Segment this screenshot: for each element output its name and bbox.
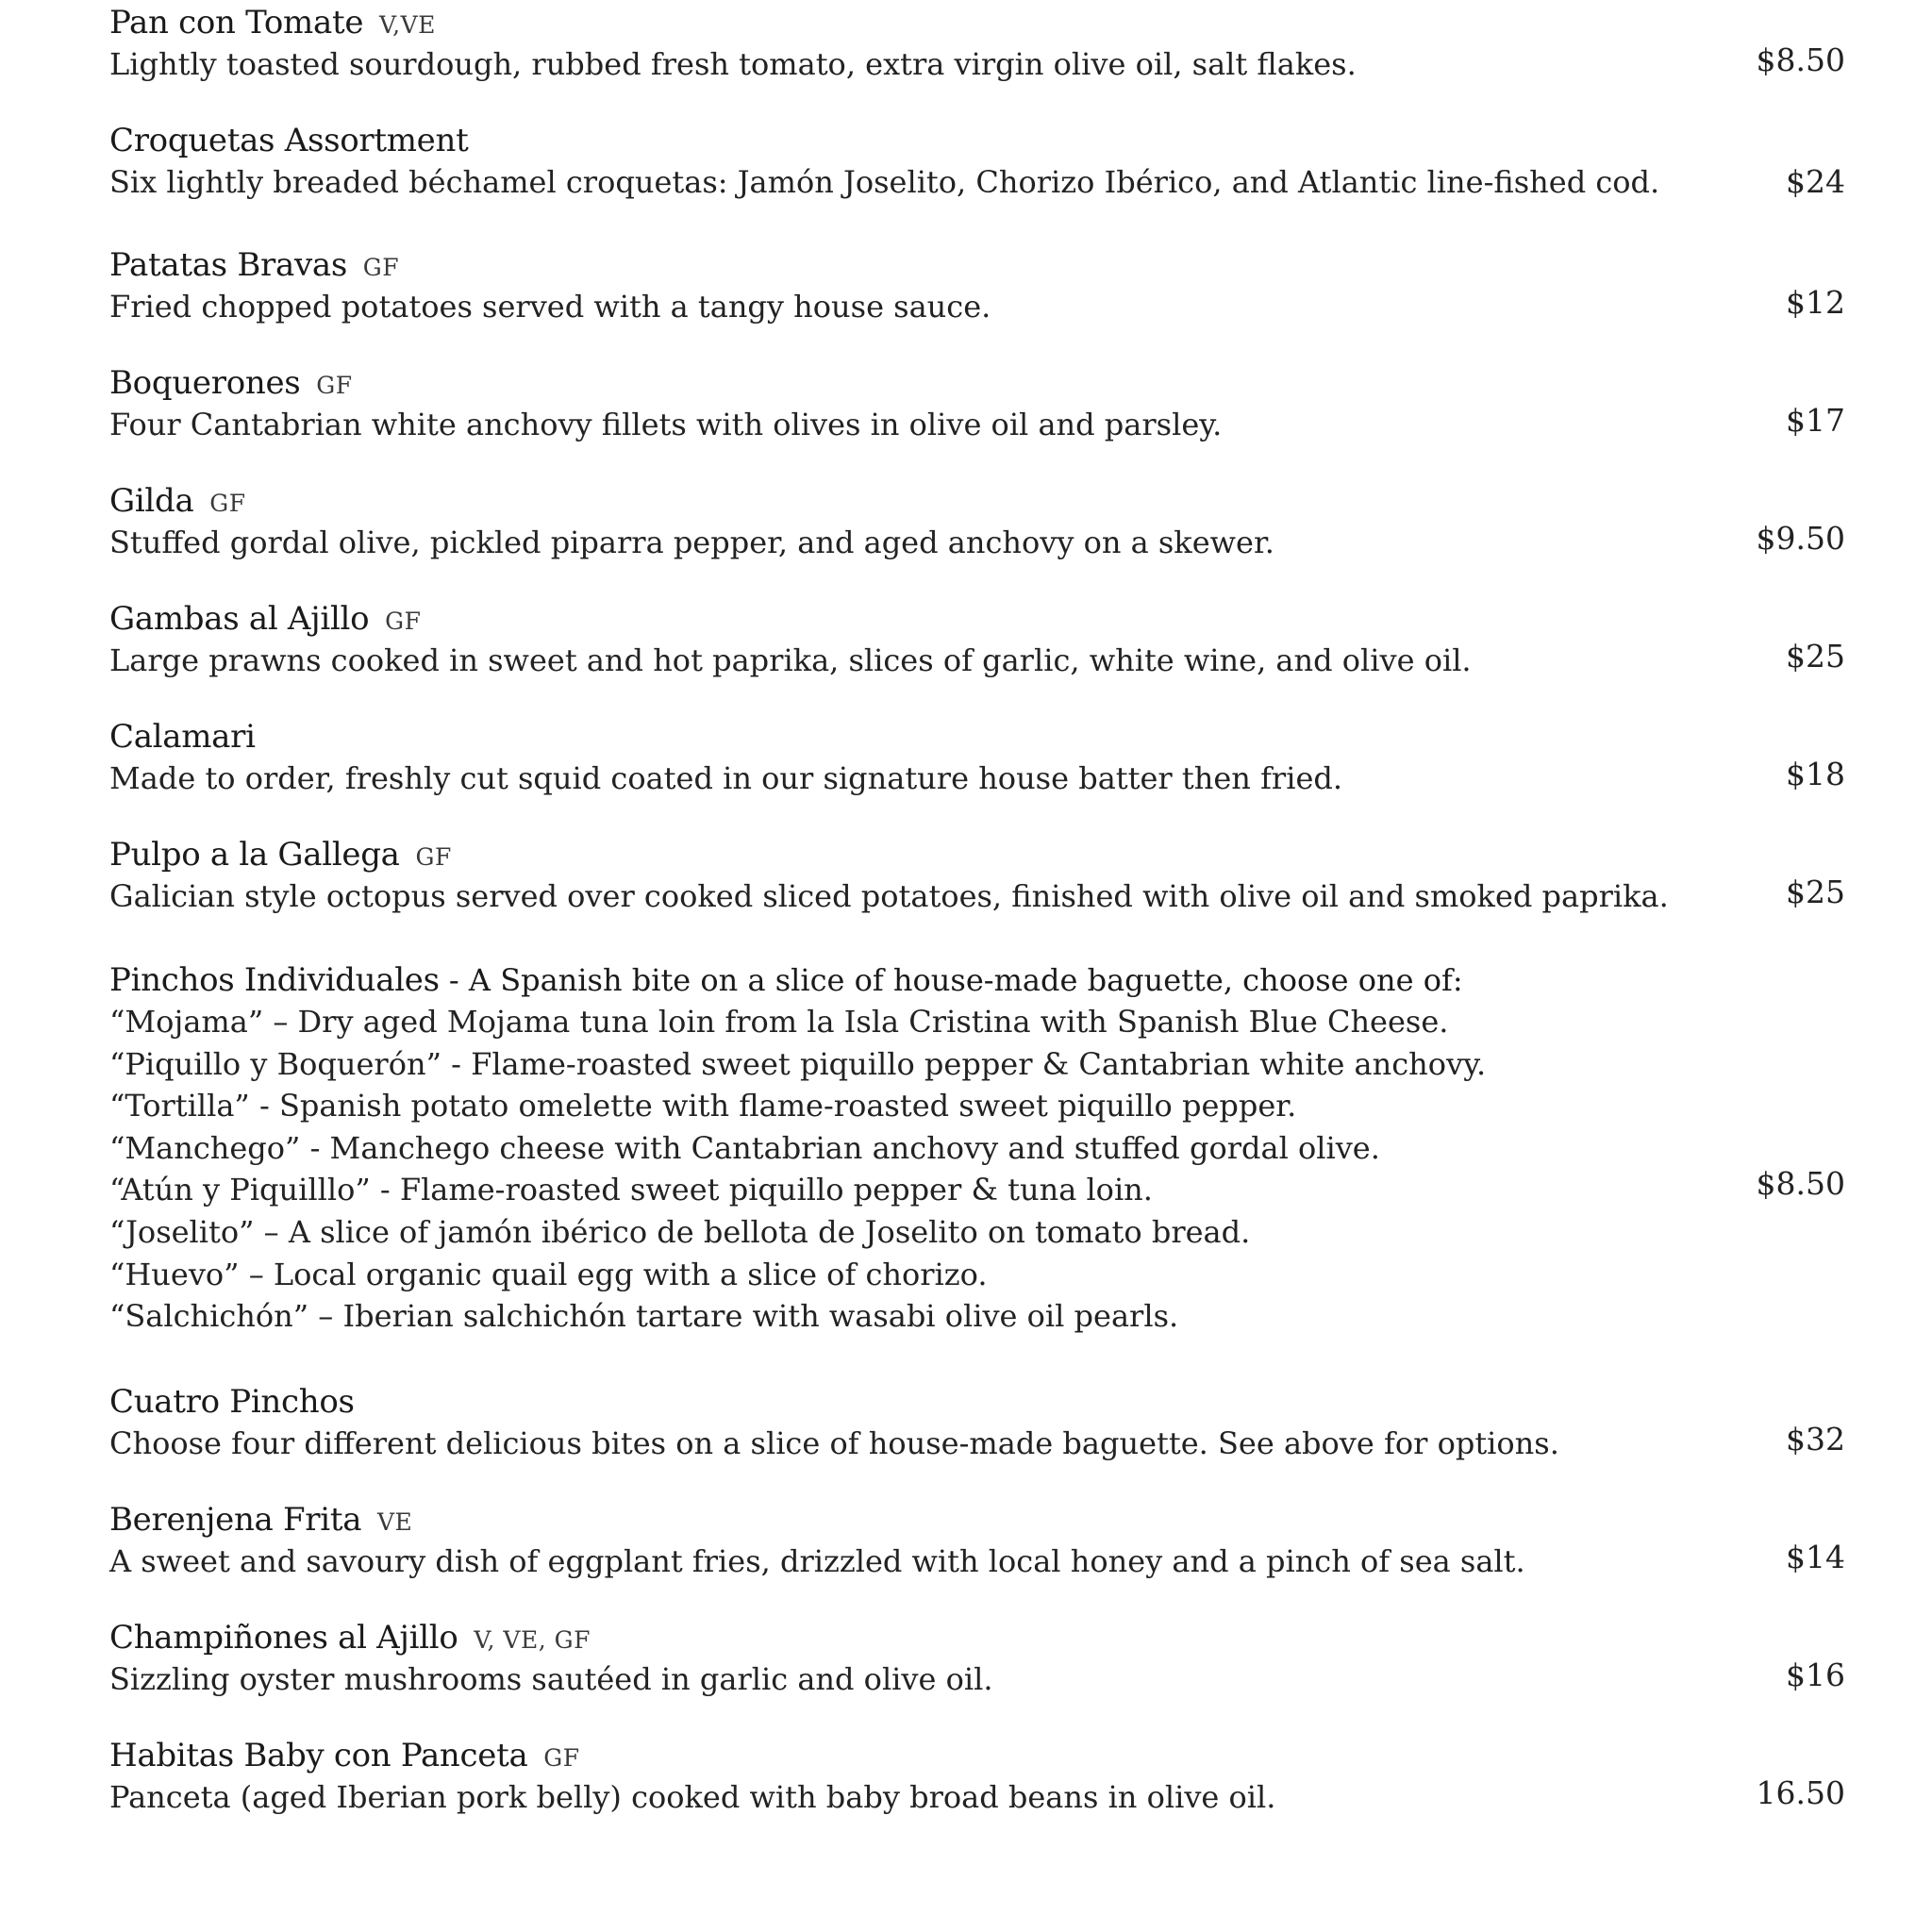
menu-item <box>109 1381 1845 1464</box>
pincho-option: “Salchichón” – Iberian salchichón tartare with wasabi olive oil pearls. <box>109 1298 1179 1335</box>
menu-item-title <box>109 1499 1845 1541</box>
pincho-option: “Atún y Piquilllo” - Flame-roasted sweet piquillo pepper & tuna loin. <box>109 1172 1153 1208</box>
dish-price: $25 <box>1786 874 1845 910</box>
pincho-option: “Huevo” – Local organic quail egg with a slice of chorizo. <box>109 1256 988 1292</box>
pincho-option: “Manchego” - Manchego cheese with Cantabrian anchovy and stuffed gordal olive. <box>109 1129 1380 1166</box>
menu-item <box>109 120 1845 203</box>
menu-item <box>109 1735 1845 1818</box>
dish-price: $8.50 <box>1756 1165 1845 1202</box>
menu-item <box>109 834 1845 917</box>
menu-item <box>109 362 1845 445</box>
dietary-tags: GF <box>415 843 452 871</box>
dish-name: Gambas al Ajillo <box>109 600 370 638</box>
dish-price: 16.50 <box>1756 1774 1845 1811</box>
menu-item-title <box>109 2 1845 43</box>
menu-item-title <box>109 598 1845 640</box>
dish-name: Boquerones <box>109 364 301 402</box>
dish-price: $9.50 <box>1756 520 1845 557</box>
menu-item <box>109 480 1845 563</box>
menu-item-title <box>109 834 1845 875</box>
dish-description: Four Cantabrian white anchovy fillets with olives in olive oil and parsley. <box>109 407 1223 442</box>
menu-item-title <box>109 480 1845 522</box>
menu-item <box>109 1617 1845 1700</box>
dish-description: Stuffed gordal olive, pickled piparra pepper, and aged anchovy on a skewer. <box>109 525 1274 560</box>
dish-name: Habitas Baby con Panceta <box>109 1737 528 1774</box>
dish-name: Berenjena Frita <box>109 1501 362 1539</box>
dish-description: Sizzling oyster mushrooms sautéed in garlic and olive oil. <box>109 1661 993 1697</box>
dietary-tags: V,VE <box>378 11 436 39</box>
dish-price: $17 <box>1786 402 1845 439</box>
pincho-option: “Tortilla” - Spanish potato omelette with flame-roasted sweet piquillo pepper. <box>109 1088 1297 1124</box>
dish-name: Cuatro Pinchos <box>109 1383 355 1421</box>
tapas-menu <box>109 0 1845 1932</box>
menu-item-title <box>109 244 1845 286</box>
dish-price: $25 <box>1786 638 1845 675</box>
menu-item-title <box>109 362 1845 404</box>
dish-description: Six lightly breaded béchamel croquetas: Jamón Joselito, Chorizo Ibérico, and Atlantic line-fished cod. <box>109 164 1660 200</box>
dish-price: $24 <box>1786 163 1845 200</box>
dish-name: Pan con Tomate <box>109 4 364 42</box>
dish-price: $32 <box>1786 1421 1845 1457</box>
dish-name: Champiñones al Ajillo <box>109 1619 458 1657</box>
menu-item <box>109 598 1845 681</box>
dish-description: Large prawns cooked in sweet and hot paprika, slices of garlic, white wine, and olive oil. <box>109 642 1472 678</box>
dietary-tags: GF <box>543 1744 580 1772</box>
dish-name: Calamari <box>109 718 256 756</box>
dish-description: Fried chopped potatoes served with a tangy house sauce. <box>109 289 991 325</box>
pinchos-heading <box>109 959 1845 1001</box>
dish-price: $14 <box>1786 1539 1845 1575</box>
dish-description: Panceta (aged Iberian pork belly) cooked with baby broad beans in olive oil. <box>109 1779 1276 1815</box>
menu-item <box>109 2 1845 85</box>
dish-name: Pulpo a la Gallega <box>109 836 400 874</box>
menu-item-title <box>109 1381 1845 1423</box>
dish-name: Croquetas Assortment <box>109 122 469 159</box>
pincho-option: “Joselito” – A slice of jamón ibérico de bellota de Joselito on tomato bread. <box>109 1213 1251 1250</box>
dietary-tags: VE <box>376 1508 413 1536</box>
dish-description: Choose four different delicious bites on a slice of house-made baguette. See above for options. <box>109 1425 1559 1461</box>
dish-name: Pinchos Individuales <box>109 961 440 999</box>
menu-item-title <box>109 1735 1845 1776</box>
pincho-option: “Mojama” – Dry aged Mojama tuna loin from la Isla Cristina with Spanish Blue Cheese. <box>109 1004 1449 1040</box>
dish-description: A sweet and savoury dish of eggplant fries, drizzled with local honey and a pinch of sea salt. <box>109 1543 1525 1579</box>
pinchos-section <box>109 959 1845 1338</box>
menu-item-title <box>109 1617 1845 1658</box>
dish-price: $16 <box>1786 1657 1845 1693</box>
dish-description: Lightly toasted sourdough, rubbed fresh tomato, extra virgin olive oil, salt flakes. <box>109 46 1357 82</box>
dietary-tags: V, VE, GF <box>474 1626 591 1654</box>
dish-price: $8.50 <box>1756 42 1845 78</box>
menu-item-title <box>109 716 1845 758</box>
dietary-tags: GF <box>362 254 400 281</box>
dietary-tags: GF <box>209 490 246 517</box>
dish-description: Galician style octopus served over cooked sliced potatoes, finished with olive oil and smoked paprika. <box>109 878 1669 914</box>
menu-item <box>109 716 1845 799</box>
dish-name: Gilda <box>109 482 194 520</box>
menu-item <box>109 244 1845 327</box>
dish-description: Made to order, freshly cut squid coated in our signature house batter then fried. <box>109 760 1343 796</box>
pinchos-intro: - A Spanish bite on a slice of house-made baguette, choose one of: <box>439 962 1463 998</box>
pincho-option: “Piquillo y Boquerón” - Flame-roasted sweet piquillo pepper & Cantabrian white anchovy. <box>109 1045 1487 1082</box>
dish-price: $12 <box>1786 284 1845 321</box>
menu-item <box>109 1499 1845 1582</box>
dietary-tags: GF <box>316 372 353 399</box>
dish-price: $18 <box>1786 756 1845 792</box>
dish-name: Patatas Bravas <box>109 246 347 284</box>
menu-item-title <box>109 120 1845 161</box>
dietary-tags: GF <box>385 608 422 635</box>
